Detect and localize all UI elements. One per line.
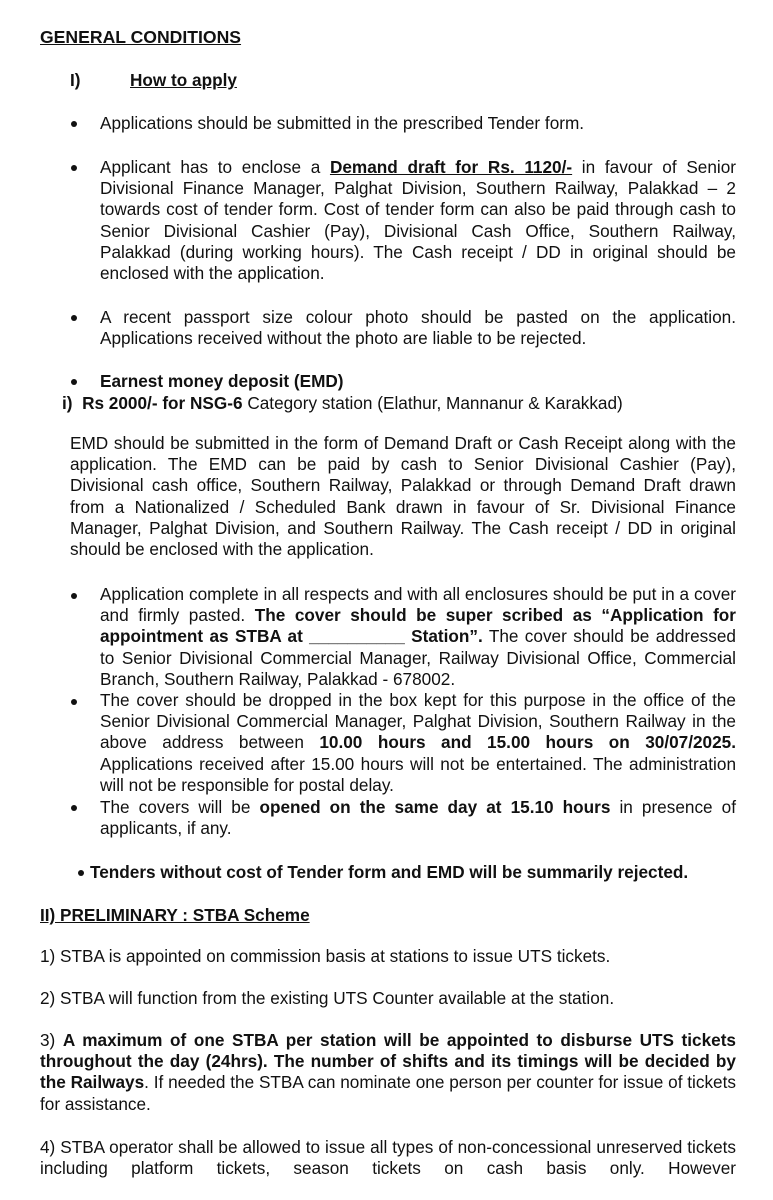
bullet-icon	[71, 805, 77, 811]
bullet-icon	[71, 379, 77, 385]
preliminary-point-4: 4) STBA operator shall be allowed to issue all types of non-concessional unreserved tickets including platform tickets, season tickets on cash basis only. However	[40, 1137, 736, 1179]
bullet-icon	[71, 121, 77, 127]
emd-heading: Earnest money deposit (EMD)	[100, 371, 344, 391]
page-heading: GENERAL CONDITIONS	[40, 27, 242, 47]
emd-paragraph: EMD should be submitted in the form of Demand Draft or Cash Receipt along with the application. The EMD can be paid by cash to Senior Divisional Cashier (Pay), Divisional cash office, Southern Railway, Palakkad or through Demand Draft drawn from a Nationalized / Scheduled Bank drawn in favour of Sr. Divisional Finance Manager, Palghat Division, and Southern Railway. The Cash receipt / DD in original should be enclosed with the application.	[70, 433, 736, 560]
section-2-title: II) PRELIMINARY : STBA Scheme	[40, 905, 310, 925]
bullet-icon	[78, 870, 84, 876]
rejection-notice: Tenders without cost of Tender form and EMD will be summarily rejected.	[90, 862, 689, 882]
bullet-passport-photo: A recent passport size colour photo should be pasted on the application. Applications received without the photo are liable to be rejected.	[100, 307, 736, 349]
preliminary-point-1: 1) STBA is appointed on commission basis at stations to issue UTS tickets.	[40, 946, 611, 966]
bullet-cover-drop: The cover should be dropped in the box kept for this purpose in the office of the Senior Divisional Commercial Manager, Palghat Division, Southern Railway in the above address between 10.00 hours and 15.00 hours on 30/07/2025. Applications received after 15.00 hours will not be entertained. The administration will not be responsible for postal delay.	[100, 690, 736, 795]
bullet-icon	[71, 165, 77, 171]
bullet-demand-draft: Applicant has to enclose a Demand draft for Rs. 1120/- in favour of Senior Divisional Finance Manager, Palghat Division, Southern Railway, Palakkad – 2 towards cost of tender form. Cost of tender form can also be paid through cash to Senior Divisional Cashier (Pay), Divisional Cash Office, Southern Railway, Palakkad (during working hours). The Cash receipt / DD in original should be enclosed with the application.	[100, 157, 736, 284]
bullet-icon	[71, 593, 77, 599]
bullet-icon	[71, 699, 77, 705]
preliminary-point-2: 2) STBA will function from the existing UTS Counter available at the station.	[40, 988, 615, 1008]
preliminary-point-3: 3) A maximum of one STBA per station will be appointed to disburse UTS tickets throughout the day (24hrs). The number of shifts and its timings will be decided by the Railways. If needed the STBA can nominate one person per counter for issue of tickets for assistance.	[40, 1030, 736, 1114]
bullet-icon	[71, 315, 77, 321]
section-1-title: How to apply	[130, 70, 237, 90]
bullet-opening: The covers will be opened on the same day at 15.10 hours in presence of applicants, if any.	[100, 797, 737, 839]
bullet-cover-superscription: Application complete in all respects and with all enclosures should be put in a cover and firmly pasted. The cover should be super scribed as “Application for appointment as STBA at __________ Station”. The cover should be addressed to Senior Divisional Commercial Manager, Railway Divisional Office, Commercial Branch, Southern Railway, Palakkad - 678002.	[100, 584, 736, 689]
section-1-number: I)	[70, 70, 81, 90]
bullet-tender-form: Applications should be submitted in the prescribed Tender form.	[100, 113, 585, 133]
emd-item: i) Rs 2000/- for NSG-6 Category station (Elathur, Mannanur & Karakkad)	[62, 393, 623, 413]
